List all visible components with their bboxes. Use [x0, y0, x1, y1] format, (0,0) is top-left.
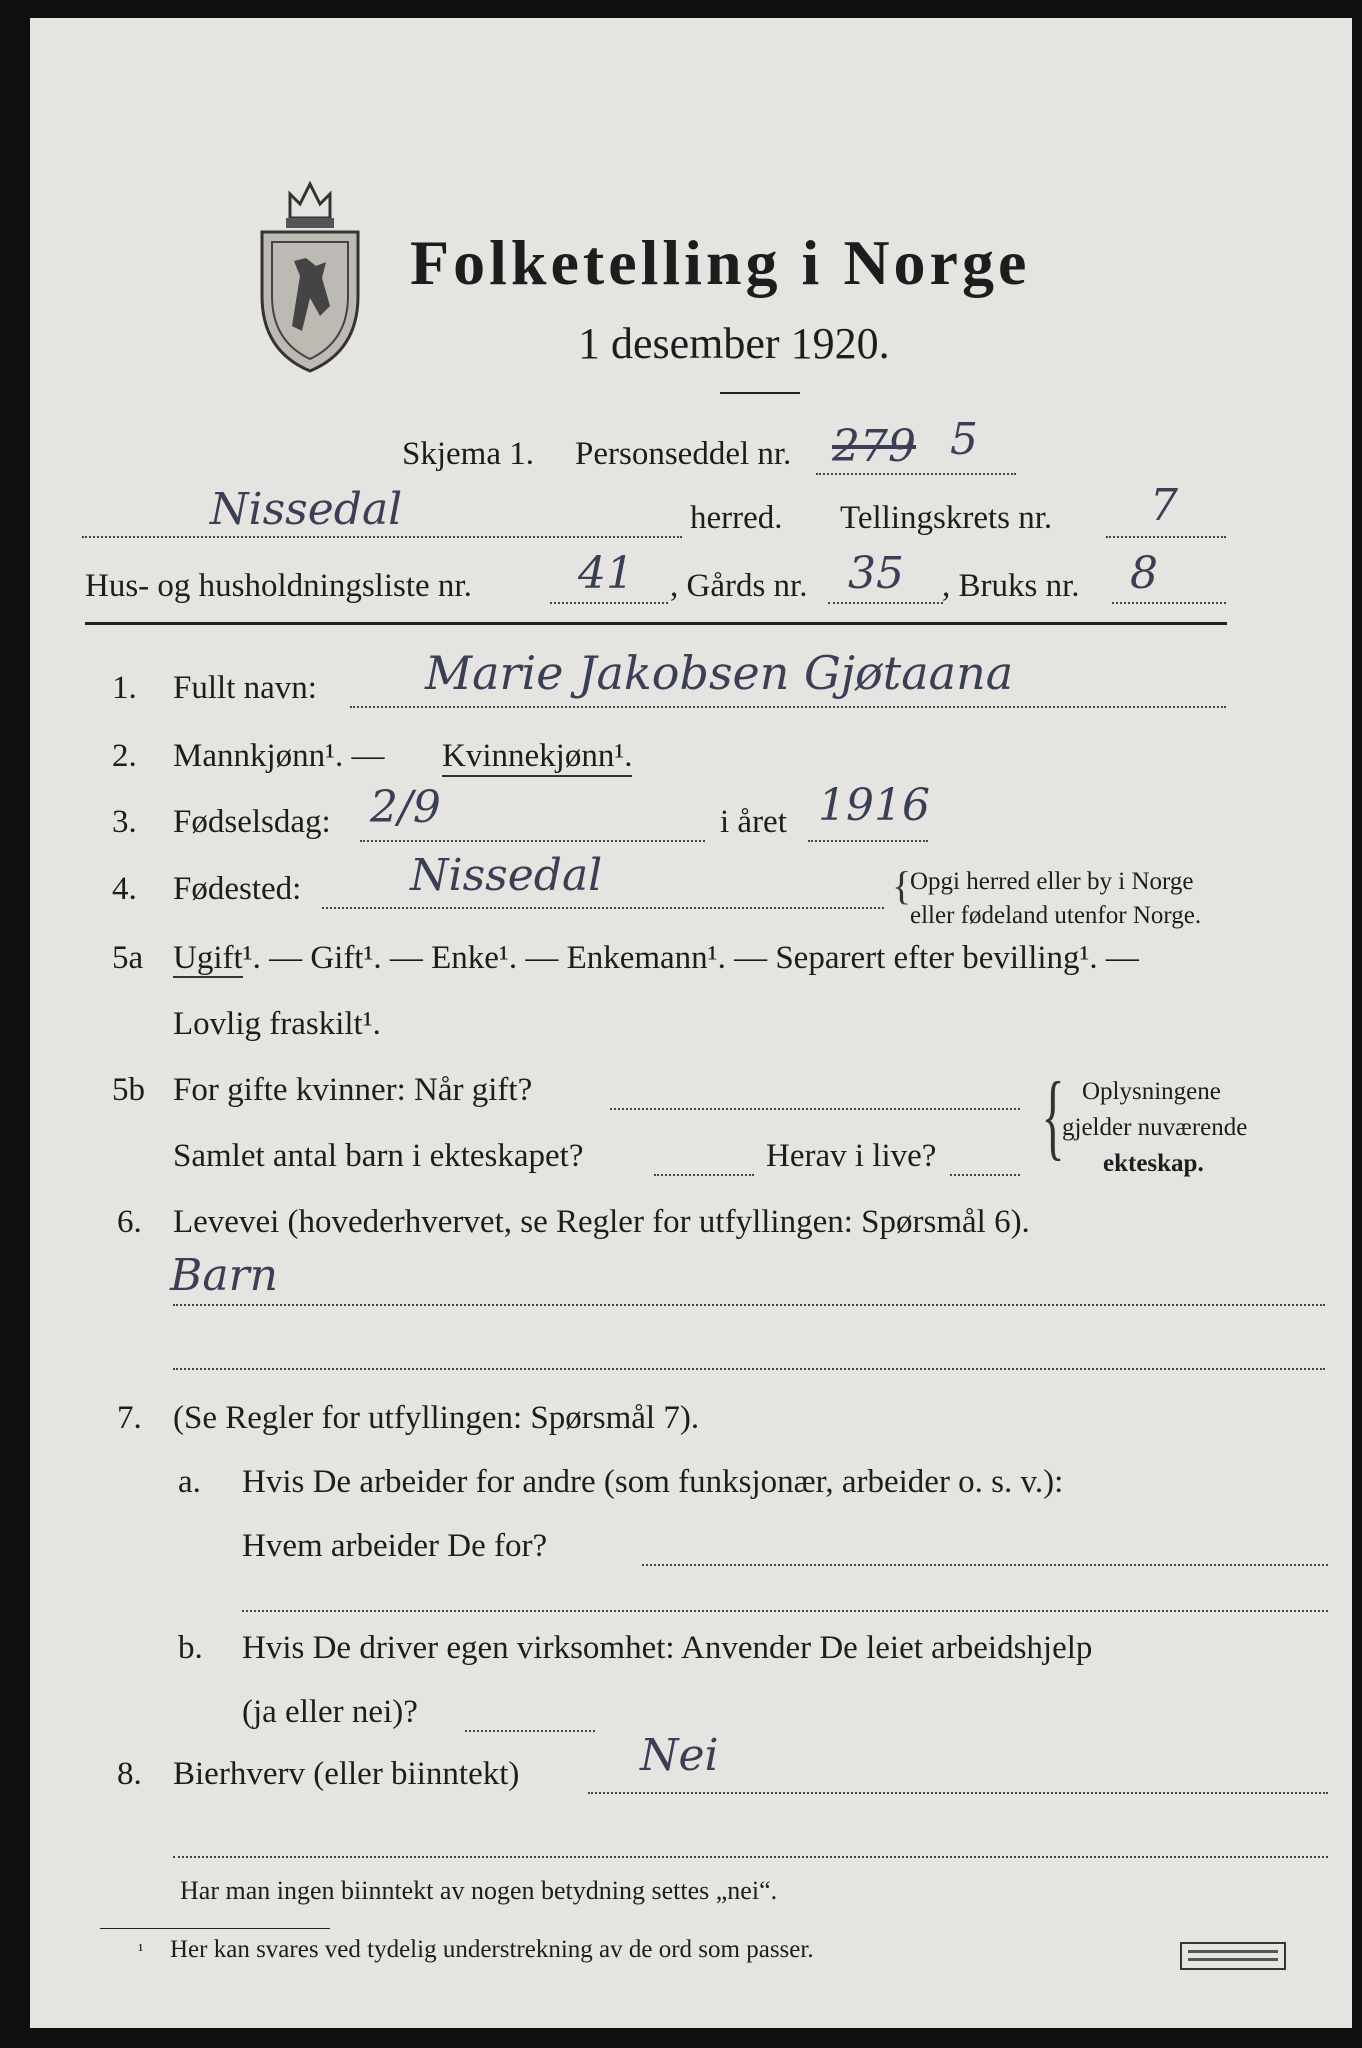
herred-label: herred. [690, 500, 783, 536]
husliste-label: Hus- og husholdningsliste nr. [85, 568, 472, 604]
form-title: Folketelling i Norge [410, 227, 1031, 298]
q5b-number: 5b [112, 1072, 145, 1108]
female-option-underlined[interactable]: Kvinnekjønn¹. [442, 738, 632, 777]
tellingskrets-value: 7 [1150, 480, 1178, 531]
birthplace-note-2: eller fødeland utenfor Norge. [910, 902, 1202, 929]
footnote-divider [100, 1928, 330, 1929]
occupation-field-2[interactable] [173, 1368, 1325, 1370]
employer-field-2[interactable] [242, 1610, 1328, 1612]
occupation-field[interactable] [173, 1304, 1325, 1306]
brace-icon: { [892, 863, 912, 908]
marital-status-options [173, 940, 1139, 977]
divorced-option[interactable]: Lovlig fraskilt¹. [173, 1006, 381, 1042]
when-married-label: For gifte kvinner: Når gift? [173, 1072, 533, 1108]
tellingskrets-field[interactable] [1106, 536, 1226, 538]
q6-number: 6. [117, 1204, 142, 1240]
q1-label: Fullt navn: [173, 670, 317, 706]
marriage-note-1: Oplysningene [1082, 1078, 1221, 1105]
year-label: i året [720, 804, 787, 840]
q7b-label: Hvis De driver egen virksomhet: Anvender De leiet arbeidshjelp [242, 1630, 1093, 1666]
bruks-value: 8 [1130, 548, 1158, 599]
personseddel-label: Personseddel nr. [575, 436, 792, 472]
gards-field[interactable] [828, 602, 943, 604]
footnote-text: Her kan svares ved tydelig understrekning av de ord som passer. [170, 1936, 814, 1963]
gards-value: 35 [848, 548, 904, 599]
hired-help-field[interactable] [465, 1730, 595, 1732]
full-name-field[interactable] [350, 706, 1226, 708]
q3-label: Fødselsdag: [173, 804, 331, 840]
birthday-field[interactable] [360, 840, 705, 842]
secondary-income-value: Nei [640, 1730, 719, 1781]
birth-year-field[interactable] [808, 840, 928, 842]
birth-year-value: 1916 [818, 780, 930, 831]
q4-number: 4. [112, 871, 137, 907]
q2-number: 2. [112, 738, 137, 774]
birthplace-note-1: Opgi herred eller by i Norge [910, 868, 1194, 895]
birthplace-field[interactable] [322, 907, 884, 909]
q5a-number: 5a [112, 940, 144, 976]
census-date: 1 desember 1920. [578, 319, 890, 368]
q8-label: Bierhverv (eller biinntekt) [173, 1756, 520, 1792]
personseddel-field[interactable] [816, 473, 1016, 475]
children-count-field[interactable] [654, 1174, 754, 1176]
census-form-page [30, 18, 1352, 2028]
unmarried-option-underlined[interactable]: Ugift [173, 940, 243, 976]
occupation-value: Barn [170, 1250, 278, 1301]
male-option[interactable]: Mannkjønn¹. — [173, 738, 385, 774]
tellingskrets-label: Tellingskrets nr. [840, 500, 1053, 536]
hired-help-label: (ja eller nei)? [242, 1694, 418, 1730]
q1-number: 1. [112, 670, 137, 706]
bruks-label: , Bruks nr. [942, 568, 1080, 604]
secondary-income-field-2[interactable] [173, 1856, 1328, 1858]
title-divider [720, 392, 800, 394]
income-note: Har man ingen biinntekt av nogen betydning settes „nei“. [180, 1876, 778, 1905]
other-marital-options[interactable]: ¹. — Gift¹. — Enke¹. — Enkemann¹. — Separert efter bevilling¹. — [242, 940, 1139, 976]
q8-number: 8. [117, 1756, 142, 1792]
q7-number: 7. [117, 1400, 142, 1436]
bruks-field[interactable] [1112, 602, 1226, 604]
children-alive-label: Herav i live? [766, 1138, 937, 1174]
brace-icon: { [1041, 1062, 1065, 1169]
when-married-field[interactable] [610, 1108, 1020, 1110]
q7-label: (Se Regler for utfyllingen: Spørsmål 7). [173, 1400, 700, 1436]
coat-of-arms-icon [250, 166, 370, 376]
printer-stamp-icon [1180, 1942, 1286, 1970]
q6-label: Levevei (hovederhvervet, se Regler for utfyllingen: Spørsmål 6). [173, 1204, 1030, 1240]
q4-label: Fødested: [173, 871, 302, 907]
q7a-label: Hvis De arbeider for andre (som funksjonær, arbeider o. s. v.): [242, 1464, 1064, 1500]
header-divider [85, 622, 1227, 625]
birthday-value: 2/9 [370, 782, 441, 833]
personseddel-struck-value: 279 [832, 421, 916, 472]
herred-value: Nissedal [210, 484, 403, 535]
secondary-income-field[interactable] [588, 1792, 1328, 1794]
husliste-field[interactable] [550, 602, 668, 604]
footnote-mark: ¹ [138, 1940, 144, 1960]
children-count-label: Samlet antal barn i ekteskapet? [173, 1138, 584, 1174]
q3-number: 3. [112, 804, 137, 840]
marriage-note-3: ekteskap. [1103, 1150, 1204, 1177]
marriage-note-2: gjelder nuværende [1062, 1114, 1248, 1141]
employer-field[interactable] [642, 1564, 1328, 1566]
children-alive-field[interactable] [950, 1174, 1020, 1176]
birthplace-value: Nissedal [410, 850, 603, 901]
schema-label: Skjema 1. [402, 436, 534, 472]
q7a-number: a. [178, 1464, 201, 1500]
q7b-number: b. [178, 1630, 203, 1666]
husliste-value: 41 [578, 548, 634, 599]
herred-field[interactable] [82, 536, 682, 538]
personseddel-value: 5 [950, 414, 978, 465]
full-name-value: Marie Jakobsen Gjøtaana [425, 646, 1014, 700]
gards-label: , Gårds nr. [670, 568, 808, 604]
employer-label: Hvem arbeider De for? [242, 1528, 548, 1564]
